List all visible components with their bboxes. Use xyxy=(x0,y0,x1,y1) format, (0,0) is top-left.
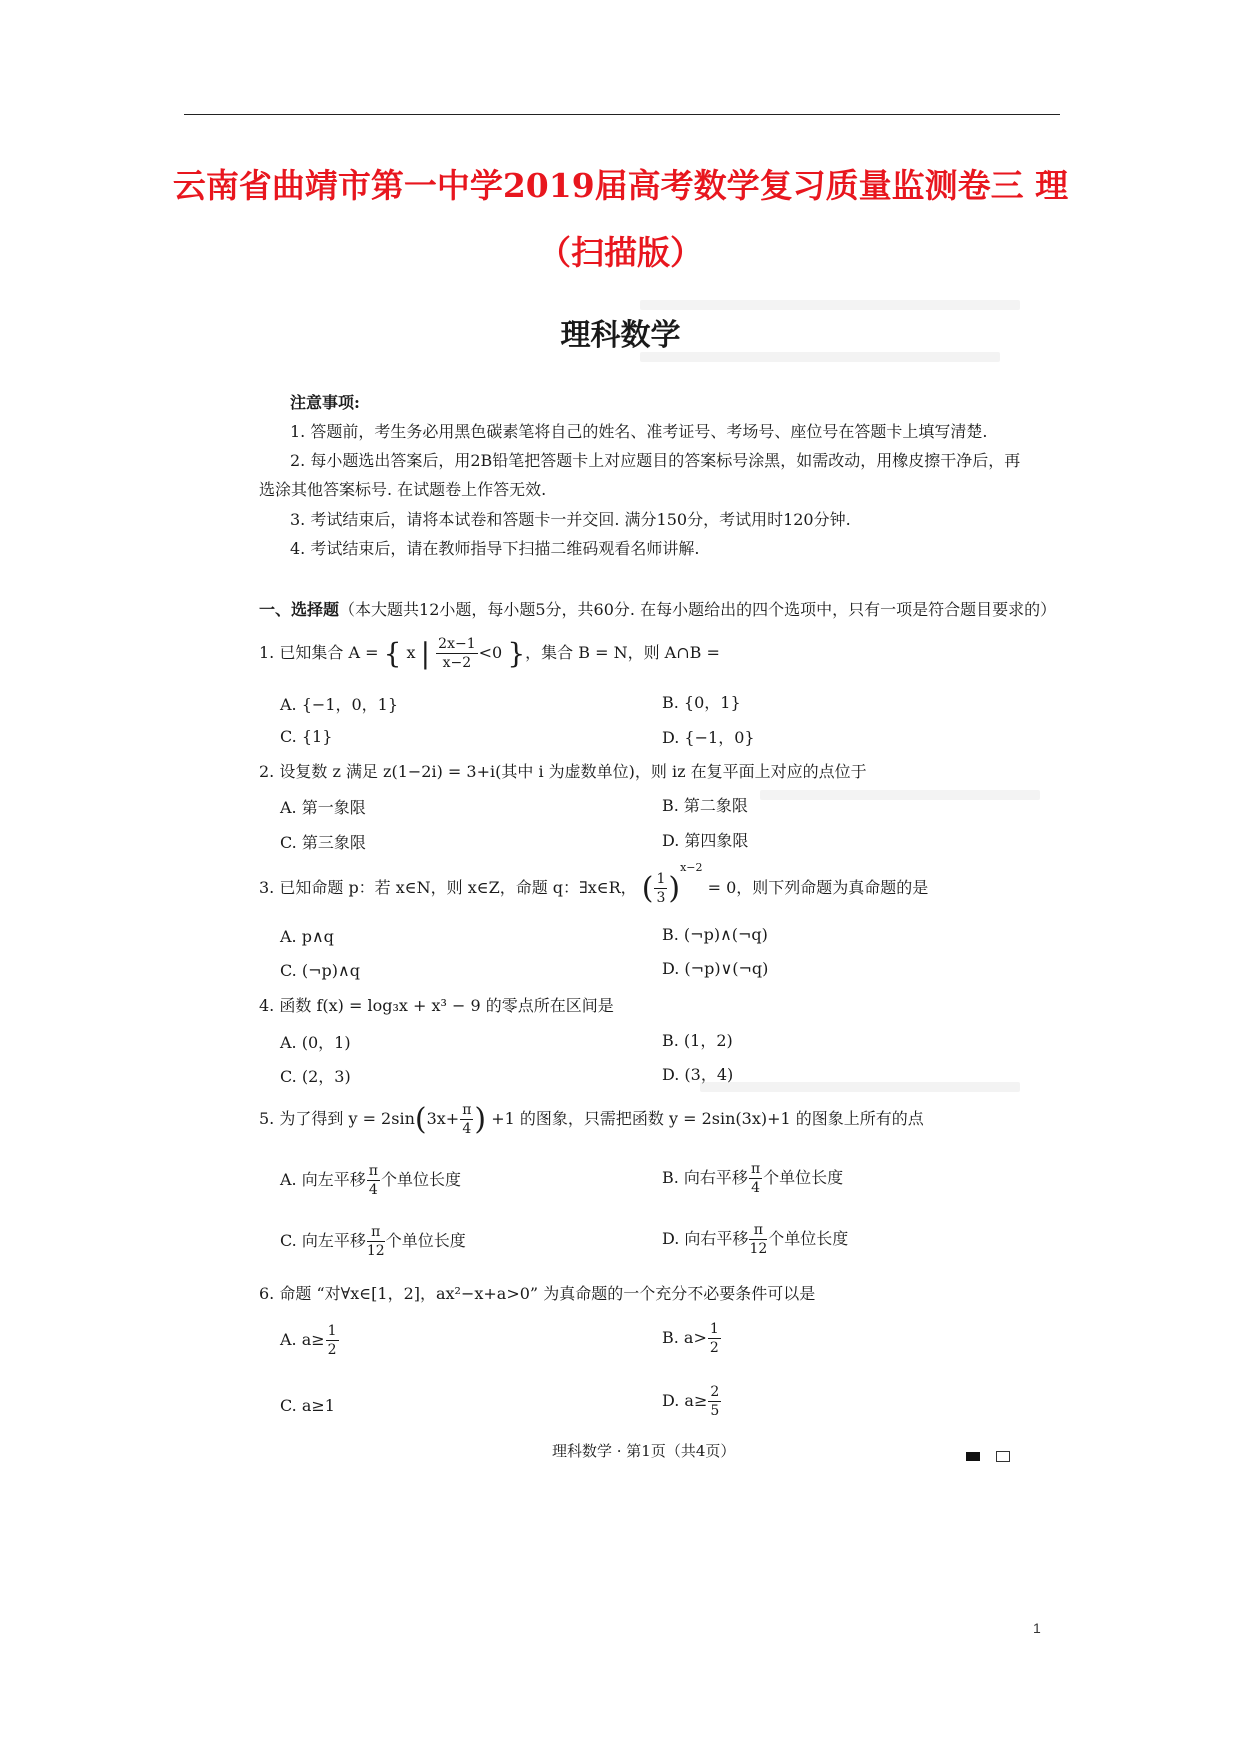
q1-fraction: $\frac{2x-1}{x-2}$ xyxy=(438,636,476,672)
q5-option-b: B. 向右平移 $\frac{\pi}{4}$ 个单位长度 xyxy=(662,1161,844,1197)
q6-option-b: B. a> $\frac{1}{2}$ xyxy=(662,1321,719,1357)
q5-suffix: +1 的图象，只需把函数 y = 2sin(3x)+1 的图象上所有的点 xyxy=(491,1109,924,1129)
q3-option-b: B. (¬p)∧(¬q) xyxy=(662,925,768,944)
scan-show-through xyxy=(700,1082,1020,1092)
q2-option-c: C. 第三象限 xyxy=(280,833,366,852)
q1-inequality: <0 xyxy=(478,643,503,663)
q3-suffix: = 0，则下列命题为真命题的是 xyxy=(707,878,929,897)
notice-item-2-cont: 选涂其他答案标号. 在试题卷上作答无效. xyxy=(259,480,547,499)
paren-right: ) xyxy=(474,1102,487,1138)
q5-prefix: 5. 为了得到 y = 2sin xyxy=(259,1109,415,1129)
q5-option-a: A. 向左平移 $\frac{\pi}{4}$ 个单位长度 xyxy=(280,1163,461,1199)
q6-option-d: D. a≥ $\frac{2}{5}$ xyxy=(662,1384,720,1420)
question-2: 2. 设复数 z 满足 z(1−2i) = 3+i(其中 i 为虚数单位)，则 iz 在复平面上对应的点位于 xyxy=(259,762,867,781)
section-description: （本大题共12小题，每小题5分，共60分. 在每小题给出的四个选项中，只有一项是符合题目要求的） xyxy=(339,600,1057,619)
brace-left: { xyxy=(383,637,402,671)
white-square-icon xyxy=(996,1451,1010,1462)
q3-fraction: $\frac{1}{3}$ xyxy=(656,870,666,906)
q3-exponent: x−2 xyxy=(680,861,703,874)
q2-option-d: D. 第四象限 xyxy=(662,831,749,850)
notice-item-3: 3. 考试结束后，请将本试卷和答题卡一并交回. 满分150分，考试用时120分钟. xyxy=(290,510,851,529)
q1-option-a: A. {−1，0，1} xyxy=(280,695,399,714)
scan-show-through xyxy=(640,300,1020,310)
q4-option-c: C. (2，3) xyxy=(280,1067,351,1086)
q3-option-a: A. p∧q xyxy=(280,927,334,946)
scan-marks xyxy=(966,1446,1010,1465)
q3-prefix: 3. 已知命题 p：若 x∈N，则 x∈Z，命题 q：∃x∈R， xyxy=(259,878,637,897)
q1-suffix: ，集合 B = N，则 A∩B = xyxy=(525,643,720,663)
q6-option-c: C. a≥1 xyxy=(280,1396,335,1415)
q2-option-b: B. 第二象限 xyxy=(662,796,748,815)
document-subtitle: （扫描版） xyxy=(538,233,703,272)
question-3 xyxy=(259,861,928,906)
question-1 xyxy=(259,636,720,671)
q3-option-c: C. (¬p)∧q xyxy=(280,961,360,980)
q3-option-d: D. (¬p)∨(¬q) xyxy=(662,959,769,978)
question-5 xyxy=(259,1102,924,1137)
scan-show-through xyxy=(760,790,1040,800)
q1-prefix: 1. 已知集合 A = xyxy=(259,643,379,663)
q5-option-c: C. 向左平移 $\frac{\pi}{12}$ 个单位长度 xyxy=(280,1224,466,1260)
header-rule xyxy=(184,114,1060,115)
notice-item-1: 1. 答题前，考生务必用黑色碳素笔将自己的姓名、准考证号、考场号、座位号在答题卡上填写清楚. xyxy=(290,422,988,441)
q1-option-b: B. {0，1} xyxy=(662,693,741,712)
document-title: 云南省曲靖市第一中学2019届高考数学复习质量监测卷三 理 xyxy=(172,166,1069,205)
question-6: 6. 命题 “对∀x∈[1，2]，ax²−x+a>0” 为真命题的一个充分不必要条件可以是 xyxy=(259,1284,816,1303)
notice-heading: 注意事项: xyxy=(290,393,360,412)
question-4: 4. 函数 f(x) = log₃x + x³ − 9 的零点所在区间是 xyxy=(259,996,614,1015)
paren-right: ) xyxy=(668,871,681,906)
q1-set-variable: x xyxy=(406,643,416,663)
paren-left: ( xyxy=(414,1102,427,1138)
notice-item-4: 4. 考试结束后，请在教师指导下扫描二维码观看名师讲解. xyxy=(290,539,700,558)
page-footer: 理科数学 · 第1页（共4页） xyxy=(552,1442,736,1460)
subject-title: 理科数学 xyxy=(560,318,681,353)
section-title: 一、选择题 xyxy=(259,600,340,619)
paren-left: ( xyxy=(641,871,654,906)
q6-option-a: A. a≥ $\frac{1}{2}$ xyxy=(280,1323,337,1359)
q5-fraction: $\frac{\pi}{4}$ xyxy=(462,1102,472,1138)
section-heading xyxy=(259,597,1056,620)
black-square-icon xyxy=(966,1452,980,1461)
q1-option-c: C. {1} xyxy=(280,727,333,746)
q5-option-d: D. 向右平移 $\frac{\pi}{12}$ 个单位长度 xyxy=(662,1222,849,1258)
q5-inner: 3x+ xyxy=(426,1109,460,1129)
q4-option-d: D. (3，4) xyxy=(662,1065,734,1084)
q4-option-b: B. (1，2) xyxy=(662,1031,733,1050)
set-bar: | xyxy=(420,637,431,671)
q2-option-a: A. 第一象限 xyxy=(280,798,366,817)
notice-item-2: 2. 每小题选出答案后，用2B铅笔把答题卡上对应题目的答案标号涂黑，如需改动，用橡皮擦干净后，再 xyxy=(290,451,1021,470)
q1-option-d: D. {−1，0} xyxy=(662,728,755,747)
page-number: 1 xyxy=(1033,1620,1041,1636)
q4-option-a: A. (0，1) xyxy=(280,1033,351,1052)
brace-right: } xyxy=(507,637,526,671)
